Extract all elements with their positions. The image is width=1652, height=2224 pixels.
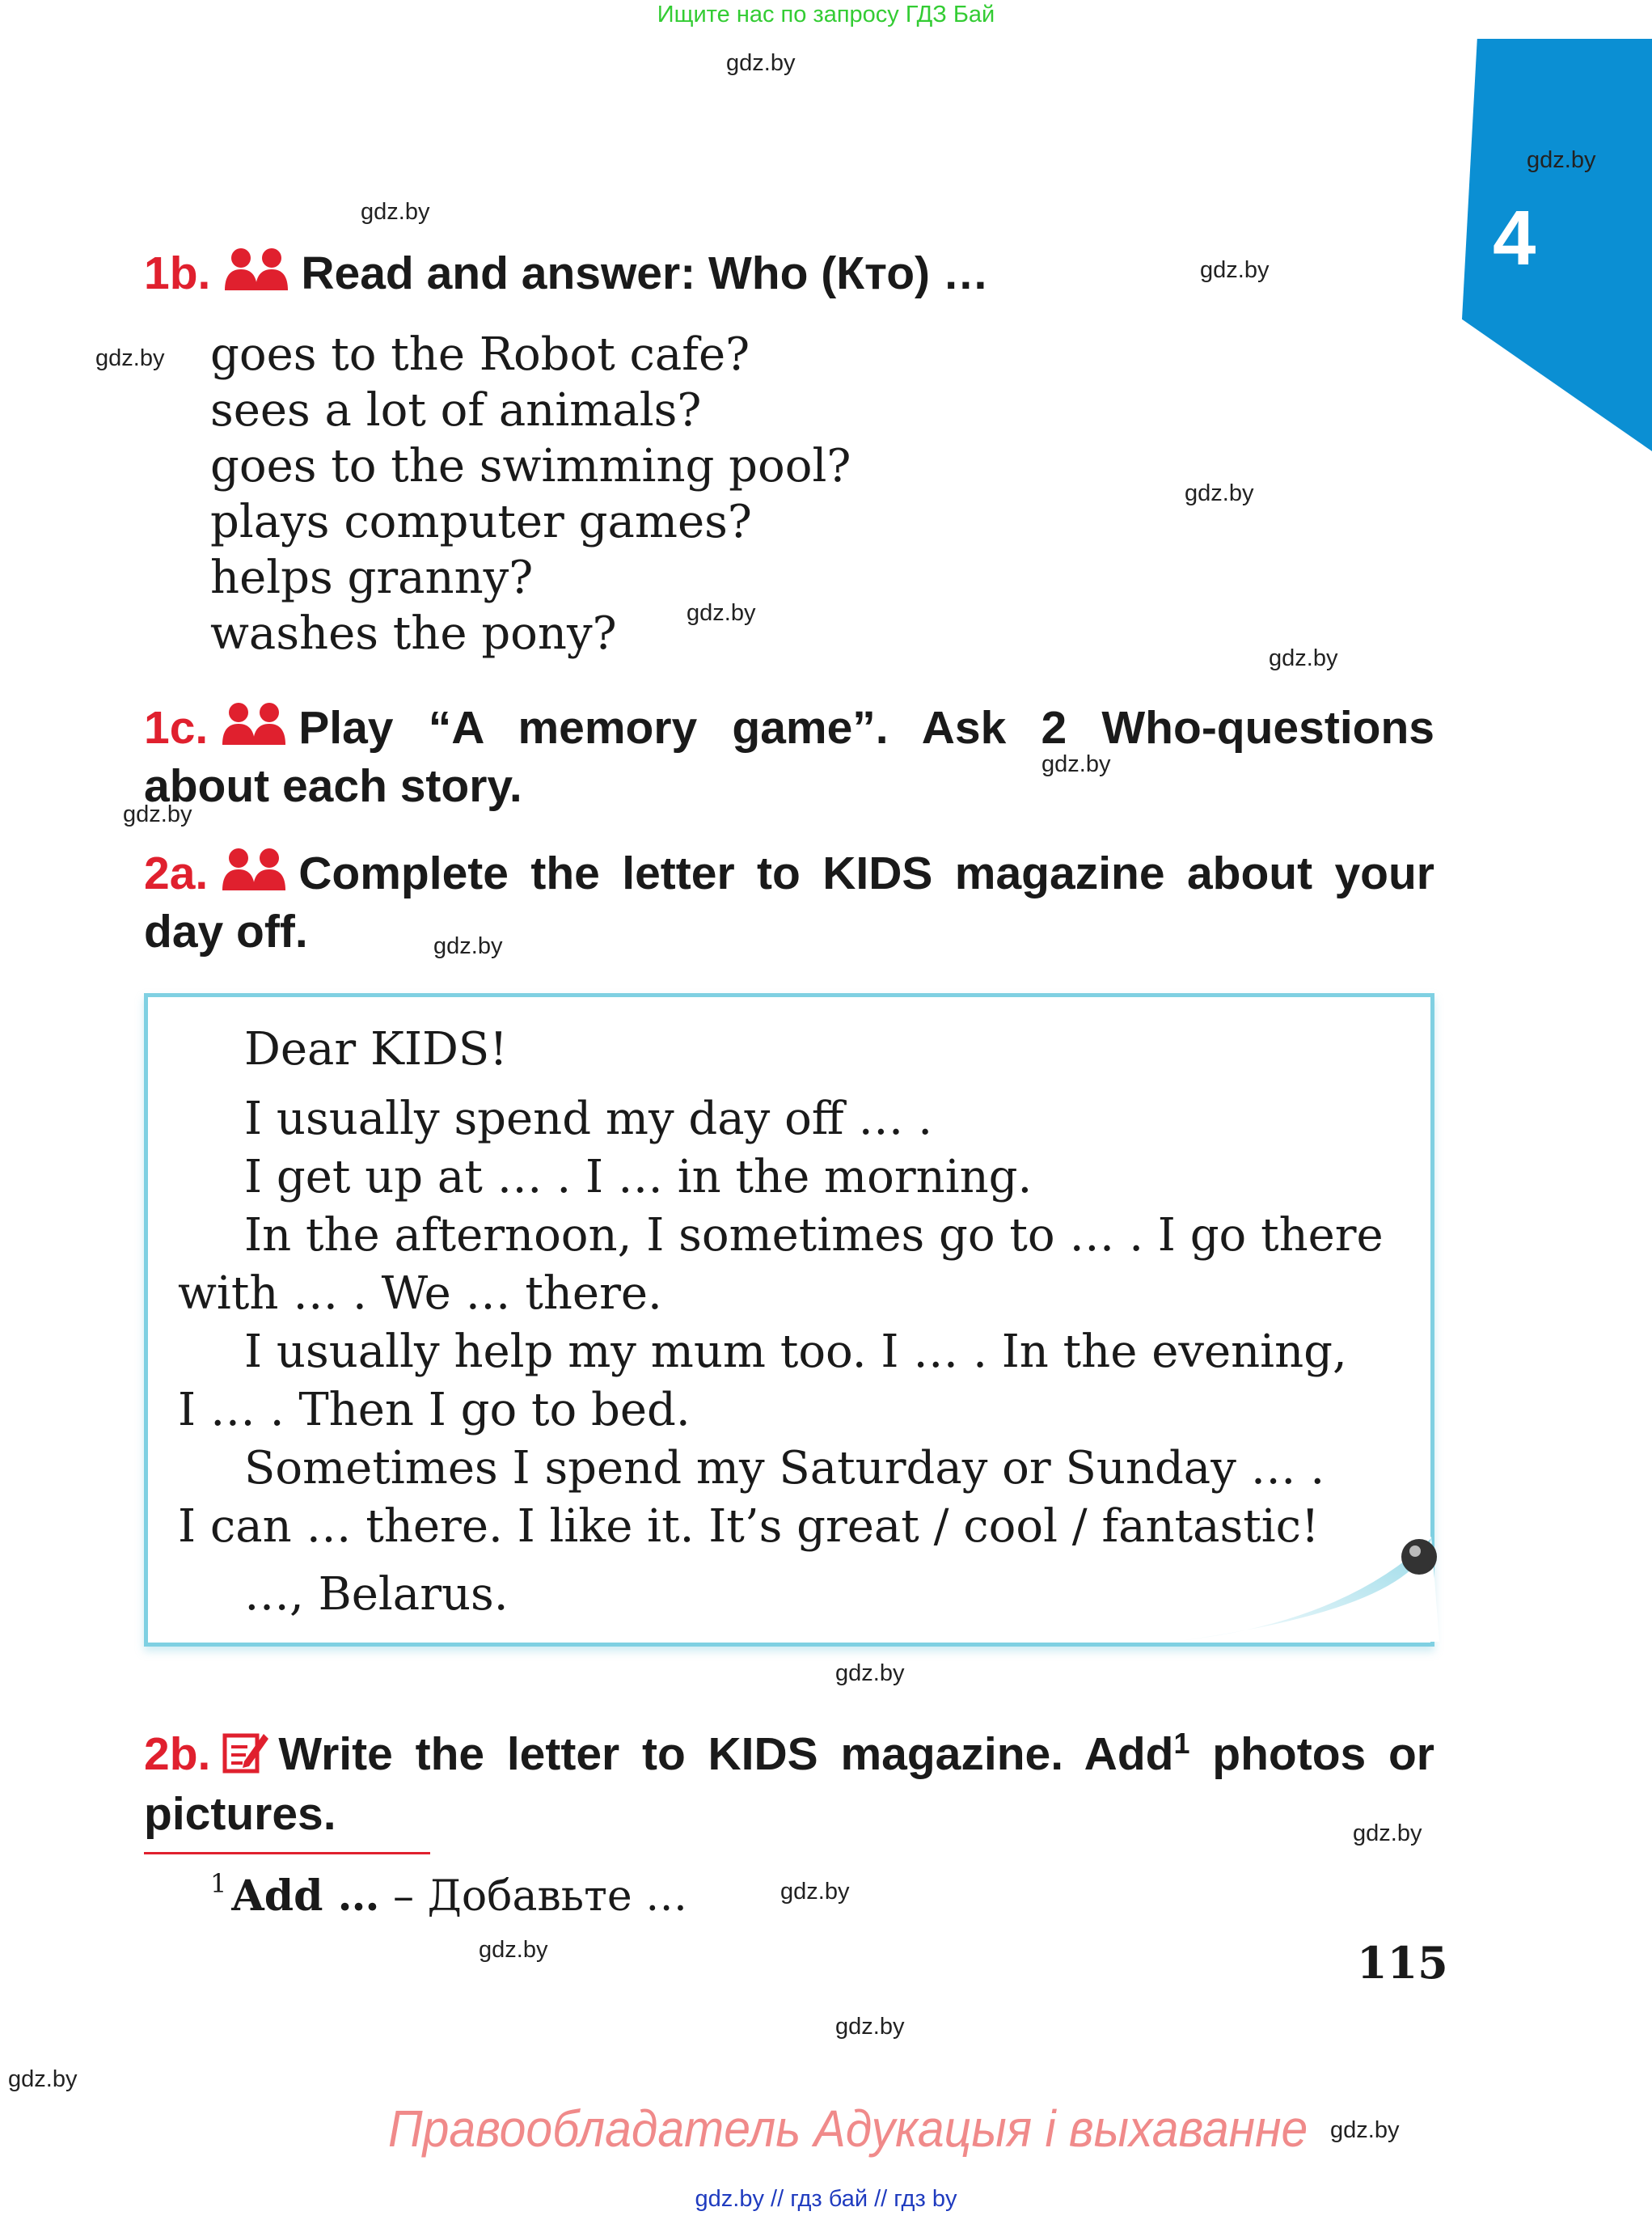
task-number: 2a. <box>144 848 209 899</box>
task-number: 1b. <box>144 247 211 299</box>
letter-line: In the afternoon, I sometimes go to … . I go there <box>244 1209 1384 1262</box>
top-banner[interactable]: Ищите нас по запросу ГДЗ Бай <box>657 2 995 27</box>
pair-work-icon <box>223 247 289 304</box>
footnote-term: Add … <box>231 1871 380 1921</box>
watermark: gdz.by <box>1041 751 1111 777</box>
task-1c-heading <box>144 700 1434 814</box>
unit-tab <box>1462 39 1652 451</box>
unit-number: 4 <box>1493 195 1536 281</box>
watermark: gdz.by <box>123 801 192 827</box>
watermark: gdz.by <box>687 600 756 626</box>
pair-work-icon <box>221 847 287 904</box>
watermark: gdz.by <box>1269 645 1338 671</box>
letter-line: with … . We … there. <box>178 1267 662 1320</box>
watermark: gdz.by <box>1353 1820 1422 1846</box>
task-number: 1c. <box>144 702 209 754</box>
watermark: gdz.by <box>1200 257 1270 283</box>
footnote <box>210 1868 687 1921</box>
task-title: Complete the letter to KIDS magazine about your day off. <box>144 848 1434 958</box>
list-item: sees a lot of animals? <box>210 384 702 437</box>
task-number: 2b. <box>144 1728 211 1780</box>
list-item: goes to the Robot cafe? <box>210 328 750 381</box>
letter-signature: …, Belarus. <box>244 1568 509 1621</box>
letter-line: Sometimes I spend my Saturday or Sunday … . <box>244 1442 1325 1495</box>
watermark: gdz.by <box>8 2066 78 2092</box>
watermark: gdz.by <box>1330 2117 1400 2143</box>
watermark: gdz.by <box>835 2014 905 2040</box>
letter-line: I get up at … . I … in the morning. <box>244 1151 1033 1203</box>
watermark: gdz.by <box>835 1660 905 1686</box>
watermark: gdz.by <box>1527 147 1596 173</box>
footnote-translation: – Добавьте … <box>379 1872 688 1921</box>
list-item: helps granny? <box>210 552 534 604</box>
watermark: gdz.by <box>1185 480 1254 506</box>
letter-line: I … . Then I go to bed. <box>178 1384 691 1436</box>
watermark: gdz.by <box>433 933 503 959</box>
write-icon <box>222 1729 270 1786</box>
task-title: photos or pictures. <box>144 1728 1434 1840</box>
task-1b-heading <box>144 246 1434 304</box>
page-number: 115 <box>1357 1937 1448 1989</box>
question-list <box>210 327 851 662</box>
watermark: gdz.by <box>361 199 430 225</box>
footnote-marker: 1 <box>210 1868 227 1899</box>
task-title: Read and answer: Who (Кто) … <box>301 247 989 299</box>
footnote-marker: 1 <box>1173 1727 1190 1760</box>
list-item: goes to the swimming pool? <box>210 440 851 493</box>
watermark: gdz.by <box>95 345 165 371</box>
rights-holder: Правообладатель Адукацыя і выхаванне <box>388 2099 1308 2158</box>
task-title: Play “A memory game”. Ask 2 Who-questions about each story. <box>144 702 1434 812</box>
list-item: plays computer games? <box>210 496 752 548</box>
bottom-links[interactable]: gdz.by // гдз бай // гдз by <box>695 2186 957 2212</box>
watermark: gdz.by <box>780 1879 850 1905</box>
footnote-divider <box>144 1852 430 1854</box>
watermark: gdz.by <box>726 50 796 76</box>
task-title: Write the letter to KIDS magazine. Add <box>278 1728 1174 1780</box>
letter-line: I usually help my mum too. I … . In the evening, <box>244 1326 1347 1378</box>
letter-greeting: Dear KIDS! <box>244 1023 508 1076</box>
letter-line: I can … there. I like it. It’s great / cool / fantastic! <box>178 1500 1320 1553</box>
watermark: gdz.by <box>479 1937 548 1963</box>
list-item: washes the pony? <box>210 607 617 660</box>
task-2b-heading <box>144 1716 1434 1841</box>
letter-line: I usually spend my day off … . <box>244 1093 932 1145</box>
task-2a-heading <box>144 846 1434 959</box>
pair-work-icon <box>221 701 287 759</box>
